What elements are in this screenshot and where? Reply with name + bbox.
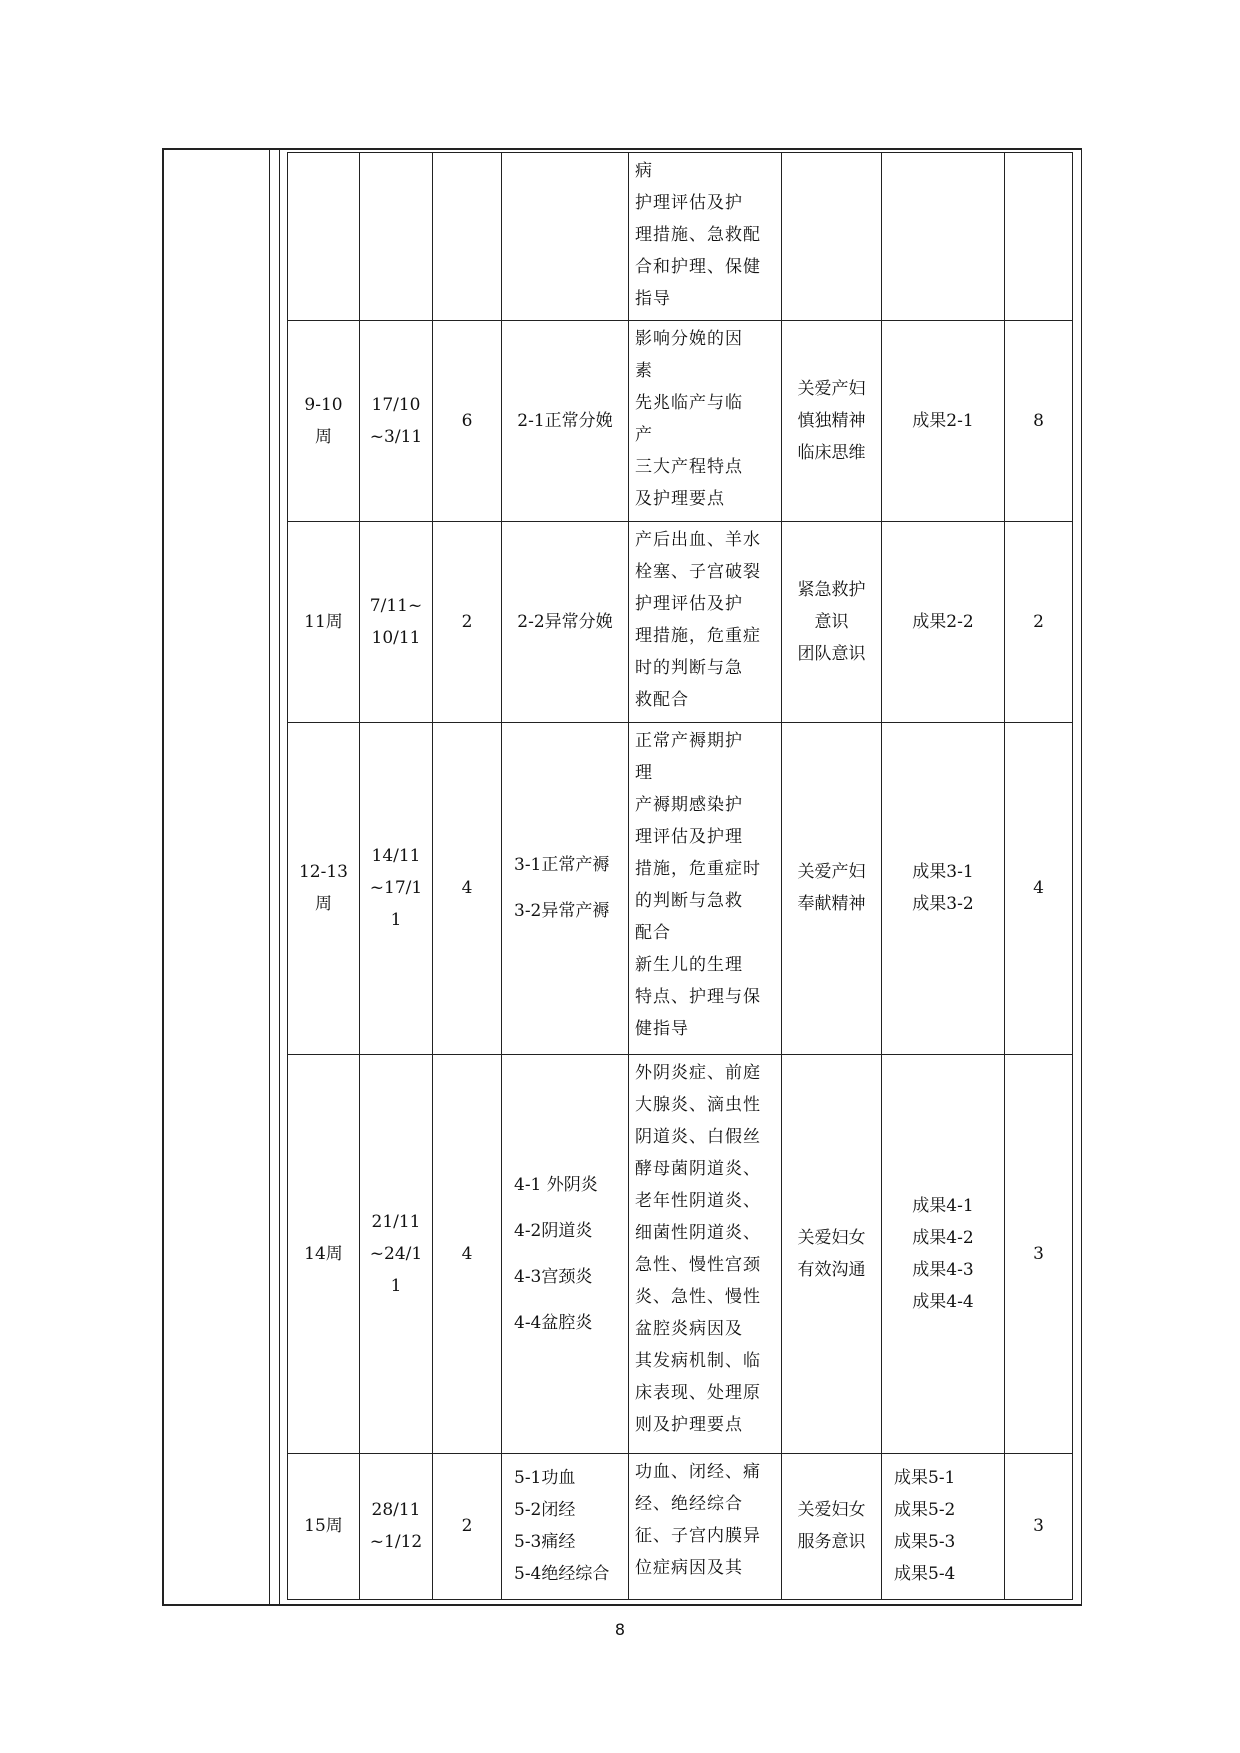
outcome-line: 成果2-1	[912, 410, 974, 431]
date-line: 7/11~	[369, 595, 423, 616]
date-line: 1	[390, 910, 402, 931]
content-line: 影响分娩的因	[635, 328, 743, 349]
content-cell	[629, 320, 782, 521]
unit-line: 2-2异常分娩	[517, 611, 613, 632]
content-line: 指导	[635, 289, 671, 309]
score-cell: 8	[1005, 320, 1073, 521]
inner-border-rule	[279, 148, 280, 1606]
content-line: 老年性阴道炎、	[635, 1191, 761, 1212]
date-line: ~1/12	[369, 1532, 423, 1553]
date-line: ~3/11	[369, 426, 423, 447]
outcome-line: 成果4-1	[912, 1195, 974, 1216]
unit-line: 4-4盆腔炎	[514, 1312, 593, 1333]
unit-cell	[502, 722, 629, 1055]
week-cell	[288, 320, 360, 521]
date-line: 1	[390, 1275, 402, 1296]
week-line: 周	[315, 426, 332, 447]
content-line: 及护理要点	[635, 488, 725, 509]
outcome-cell	[882, 1453, 1005, 1599]
outcome-cell	[882, 320, 1005, 521]
ideology-cell	[782, 521, 882, 722]
content-line: 新生儿的生理	[635, 954, 743, 975]
outcome-line: 成果5-3	[894, 1532, 956, 1553]
ideology-line: 服务意识	[797, 1532, 866, 1553]
unit-cell	[502, 1453, 629, 1599]
ideology-line: 关爱产妇	[797, 862, 866, 883]
merged-left-column	[162, 148, 270, 1606]
week-line: 12-13	[298, 862, 348, 883]
date-cell	[360, 1055, 433, 1454]
week-cell	[288, 1453, 360, 1599]
unit-line: 4-3宫颈炎	[514, 1266, 593, 1287]
content-line: 产后出血、羊水	[635, 529, 761, 550]
hours-cell	[433, 153, 502, 321]
content-line: 床表现、处理原	[635, 1383, 761, 1404]
ideology-line: 紧急救护	[797, 579, 866, 600]
content-line: 征、子宫内膜异	[635, 1525, 761, 1546]
ideology-line: 关爱妇女	[797, 1227, 866, 1248]
content-line: 三大产程特点	[635, 456, 743, 477]
content-line: 大腺炎、滴虫性	[635, 1095, 761, 1116]
content-line: 栓塞、子宫破裂	[635, 561, 761, 582]
ideology-cell	[782, 1453, 882, 1599]
hours-cell: 4	[433, 722, 502, 1055]
content-line: 细菌性阴道炎、	[635, 1223, 761, 1244]
score-cell: 3	[1005, 1055, 1073, 1454]
outcome-line: 成果5-2	[894, 1500, 956, 1521]
ideology-cell	[782, 153, 882, 321]
content-line: 救配合	[635, 689, 689, 710]
week-line: 周	[315, 894, 332, 915]
content-line: 健指导	[635, 1018, 689, 1039]
unit-cell	[502, 320, 629, 521]
content-line: 素	[635, 360, 653, 381]
content-cell	[629, 153, 782, 321]
outcome-line: 成果4-4	[912, 1291, 974, 1312]
week-line: 9-10	[304, 394, 343, 415]
outcome-cell	[882, 722, 1005, 1055]
ideology-line: 奉献精神	[797, 894, 866, 915]
table-row	[288, 320, 1073, 521]
outcome-cell	[882, 521, 1005, 722]
score-cell: 2	[1005, 521, 1073, 722]
content-line: 特点、护理与保	[635, 986, 761, 1007]
date-cell	[360, 153, 433, 321]
week-line: 14周	[304, 1243, 343, 1264]
content-line: 经、绝经综合	[635, 1493, 743, 1514]
score-cell: 4	[1005, 722, 1073, 1055]
outcome-line: 成果2-2	[912, 611, 974, 632]
outcome-cell	[882, 153, 1005, 321]
content-line: 措施，危重症时	[635, 858, 761, 879]
content-line: 理评估及护理	[635, 826, 743, 847]
unit-line: 4-2阴道炎	[514, 1220, 593, 1241]
unit-line: 2-1正常分娩	[517, 410, 613, 431]
date-line: ~17/1	[369, 878, 423, 899]
content-line: 护理评估及护	[635, 593, 743, 614]
score-cell: 3	[1005, 1453, 1073, 1599]
table-row	[288, 1055, 1073, 1454]
content-cell	[629, 1055, 782, 1454]
date-line: ~24/1	[369, 1243, 423, 1264]
outcome-line: 成果4-2	[912, 1227, 974, 1248]
ideology-line: 团队意识	[797, 643, 866, 664]
date-cell	[360, 722, 433, 1055]
content-cell	[629, 521, 782, 722]
outcome-line: 成果4-3	[912, 1259, 974, 1280]
ideology-line: 有效沟通	[797, 1259, 866, 1280]
content-line: 护理评估及护	[635, 193, 743, 213]
table-row	[288, 1453, 1073, 1599]
content-line: 其发病机制、临	[635, 1351, 761, 1372]
content-line: 理措施，危重症	[635, 625, 761, 646]
content-line: 外阴炎症、前庭	[635, 1063, 761, 1084]
content-line: 产褥期感染护	[635, 794, 743, 815]
table-row	[288, 722, 1073, 1055]
week-cell	[288, 153, 360, 321]
content-line: 产	[635, 424, 653, 445]
unit-line: 3-2异常产褥	[514, 901, 610, 922]
content-line: 理措施、急救配	[635, 225, 761, 245]
content-cell	[629, 722, 782, 1055]
date-line: 28/11	[371, 1500, 421, 1521]
week-line: 11周	[304, 611, 343, 632]
course-schedule-table	[287, 152, 1073, 1600]
outcome-line: 成果3-2	[912, 894, 974, 915]
content-cell	[629, 1453, 782, 1599]
content-line: 理	[635, 762, 653, 783]
score-cell	[1005, 153, 1073, 321]
date-line: 14/11	[371, 846, 421, 867]
unit-line: 5-4绝经综合	[514, 1564, 610, 1585]
hours-cell: 4	[433, 1055, 502, 1454]
unit-cell	[502, 153, 629, 321]
content-line: 合和护理、保健	[635, 257, 761, 277]
content-line: 阴道炎、白假丝	[635, 1127, 761, 1148]
ideology-line: 关爱妇女	[797, 1500, 866, 1521]
ideology-cell	[782, 722, 882, 1055]
unit-cell	[502, 1055, 629, 1454]
unit-line: 4-1 外阴炎	[514, 1174, 598, 1195]
unit-cell	[502, 521, 629, 722]
content-line: 病	[635, 161, 653, 181]
date-line: 21/11	[371, 1211, 421, 1232]
right-border-rule	[1081, 148, 1082, 1606]
week-cell	[288, 722, 360, 1055]
content-line: 盆腔炎病因及	[635, 1319, 743, 1340]
unit-line: 5-2闭经	[514, 1500, 576, 1521]
week-line: 15周	[304, 1516, 343, 1537]
date-line: 17/10	[371, 394, 421, 415]
outcome-cell	[882, 1055, 1005, 1454]
ideology-line: 意识	[814, 611, 849, 632]
week-cell	[288, 1055, 360, 1454]
outcome-line: 成果3-1	[912, 862, 974, 883]
table-row	[288, 521, 1073, 722]
hours-cell: 2	[433, 1453, 502, 1599]
date-cell	[360, 521, 433, 722]
ideology-line: 临床思维	[797, 442, 866, 463]
unit-line: 5-3痛经	[514, 1532, 576, 1553]
hours-cell: 2	[433, 521, 502, 722]
week-cell	[288, 521, 360, 722]
content-line: 则及护理要点	[635, 1415, 743, 1436]
page-number: 8	[614, 1620, 626, 1639]
content-line: 配合	[635, 922, 671, 943]
content-line: 的判断与急救	[635, 890, 743, 911]
ideology-cell	[782, 320, 882, 521]
outcome-line: 成果5-4	[894, 1564, 956, 1585]
ideology-line: 关爱产妇	[797, 378, 866, 399]
table-row	[288, 153, 1073, 321]
hours-cell: 6	[433, 320, 502, 521]
content-line: 急性、慢性宫颈	[635, 1255, 761, 1276]
ideology-line: 慎独精神	[797, 410, 866, 431]
content-line: 时的判断与急	[635, 657, 743, 678]
content-line: 功血、闭经、痛	[635, 1461, 761, 1482]
content-line: 正常产褥期护	[635, 730, 743, 751]
content-line: 酵母菌阴道炎、	[635, 1159, 761, 1180]
unit-line: 5-1功血	[514, 1468, 576, 1489]
content-line: 先兆临产与临	[635, 392, 743, 413]
outcome-line: 成果5-1	[894, 1468, 956, 1489]
content-line: 炎、急性、慢性	[635, 1287, 761, 1308]
date-cell	[360, 1453, 433, 1599]
date-line: 10/11	[371, 627, 421, 648]
date-cell	[360, 320, 433, 521]
ideology-cell	[782, 1055, 882, 1454]
content-line: 位症病因及其	[635, 1557, 743, 1578]
unit-line: 3-1正常产褥	[514, 855, 610, 876]
